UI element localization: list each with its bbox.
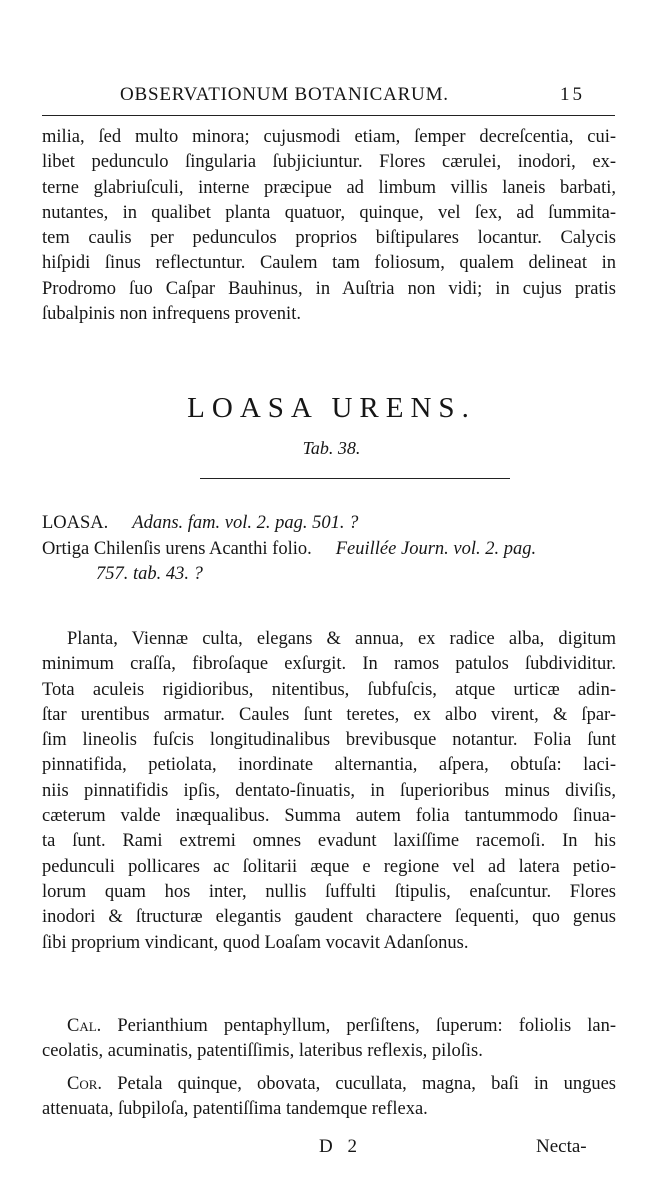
synonymy-block — [42, 511, 616, 588]
text-line: pinnatifida, petiolata, inordinate alternantia, aſpera, obtuſa: laci- — [42, 755, 616, 776]
text-line: libet pedunculo ſingularia ſubjiciuntur. Flores cærulei, inodori, ex- — [42, 152, 616, 173]
species-title: LOASA URENS. — [187, 392, 476, 424]
text-line: Prodromo ſuo Caſpar Bauhinus, in Auſtria non vidi; in cujus pratis — [42, 278, 616, 299]
text-line: minimum craſſa, fibroſaque exſurgit. In ramos patulos ſubdividitur. — [42, 654, 616, 675]
synonym-line — [42, 537, 616, 563]
text-line: ſibi proprium vindicant, quod Loaſam vocavit Adanſonus. — [42, 932, 469, 953]
text-line — [42, 1072, 616, 1097]
text-line: Tota aculeis rigidioribus, nitentibus, ſubfuſcis, atque urticæ adin- — [42, 679, 616, 700]
text-line: hiſpidi ſinus reflectuntur. Caulem tam foliosum, qualem delineat in — [42, 253, 616, 274]
text-line: attenuata, ſubpiloſa, patentiſſima tandemque reflexa. — [42, 1099, 428, 1120]
text-line: Planta, Viennæ culta, elegans & annua, ex radice alba, digitum — [67, 629, 616, 649]
text-line: ſtar urentibus armatur. Caules ſunt teretes, ex albo virent, & ſpar- — [42, 704, 616, 725]
text-line: ceolatis, acuminatis, patentiſſimis, lateribus reflexis, piloſis. — [42, 1041, 483, 1062]
text-line: lorum quam hos inter, nullis ſuffulti ſtipulis, enaſcuntur. Flores — [42, 881, 616, 902]
character-text: Petala quinque, obovata, cucullata, magna, baſi in ungues — [117, 1074, 617, 1094]
synonym-name: LOASA. — [42, 513, 109, 533]
corolla-paragraph — [42, 1072, 616, 1123]
catchword: Necta- — [536, 1136, 587, 1157]
text-line: inodori & ſtructuræ elegantis gaudent charactere ſequenti, quo genus — [42, 907, 616, 928]
synonym-line — [42, 511, 616, 537]
plate-reference: Tab. 38. — [302, 438, 361, 458]
text-line: ſubalpinis non infrequens provenit. — [42, 304, 301, 325]
synonym-name: Ortiga Chilenſis urens Acanthi folio. — [42, 538, 312, 559]
synonym-reference: 757. tab. 43. ? — [96, 564, 203, 584]
signature-mark: D 2 — [319, 1136, 362, 1157]
calyx-paragraph — [42, 1014, 616, 1065]
text-line — [42, 1014, 616, 1039]
synonym-reference: Adans. fam. vol. 2. pag. 501. ? — [132, 513, 359, 533]
intro-paragraph — [42, 125, 616, 327]
text-line: niis pinnatifidis ipſis, dentato-ſinuatis, in ſuperioribus minus diviſis, — [42, 780, 616, 801]
text-line: ſim lineolis fuſcis longitudinalibus brevibusque notantur. Folia ſunt — [42, 730, 616, 751]
character-text: Perianthium pentaphyllum, perſiſtens, ſuperum: foliolis lan- — [117, 1016, 616, 1036]
title-rule — [200, 478, 510, 479]
page-number: 15 — [560, 84, 585, 105]
character-label: Cal. — [67, 1016, 102, 1036]
text-line: nutantes, in qualibet planta quatuor, quinque, vel ſex, ad ſummita- — [42, 202, 616, 223]
text-line: pedunculi pollicares ac ſolitarii æque e regione vel ad latera petio- — [42, 856, 616, 877]
page-footer — [0, 1136, 663, 1166]
text-line: cæterum valde inæqualibus. Summa autem folia tantummodo ſinua- — [42, 806, 616, 827]
synonym-reference: Feuillée Journ. vol. 2. pag. — [335, 538, 537, 559]
running-title: OBSERVATIONUM BOTANICARUM. — [120, 84, 449, 105]
text-line: milia, ſed multo minora; cujusmodi etiam, ſemper decreſcentia, cui- — [42, 127, 616, 147]
description-paragraph — [42, 627, 616, 956]
header-rule — [42, 115, 615, 116]
synonym-line — [42, 562, 616, 588]
text-line: ta ſunt. Rami extremi omnes evadunt laxiſſime racemoſi. In his — [42, 831, 616, 852]
page-header — [0, 84, 663, 112]
character-label: Cor. — [67, 1074, 103, 1094]
text-line: tem caulis per pedunculos proprios biſtipulares locantur. Calycis — [42, 228, 616, 249]
text-line: terne glabriuſculi, interne præcipue ad limbum villis laneis barbati, — [42, 177, 616, 198]
